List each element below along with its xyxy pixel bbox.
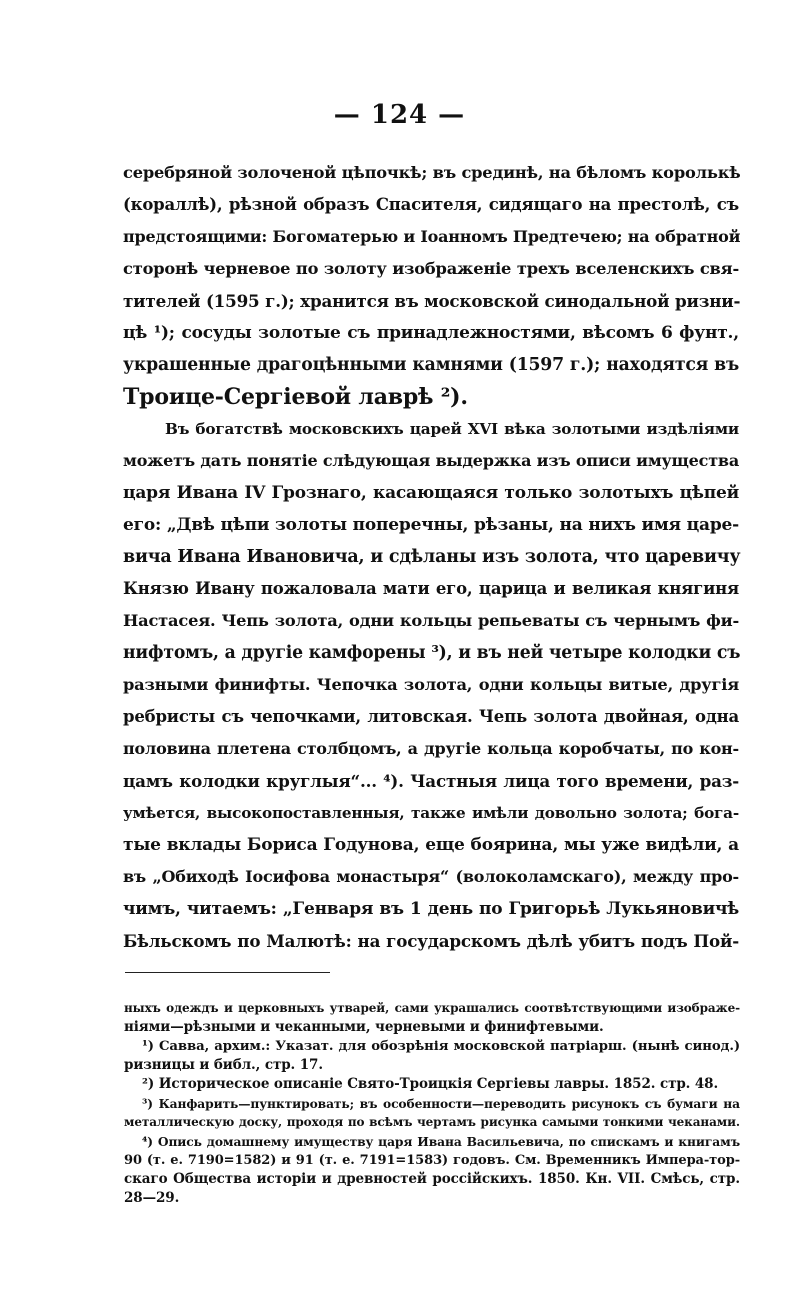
body-line: въ „Обиходѣ Іосифова монастыря“ (волоколамскаго), между про- (123, 867, 739, 886)
body-line: тителей (1595 г.); хранится въ московской синодальной ризни- (123, 291, 741, 311)
body-line: Бѣльскомъ по Малютѣ: на государскомъ дѣлѣ убитъ подъ Пой- (123, 931, 739, 951)
body-line: Въ богатствѣ московскихъ царей XVI вѣка золотыми издѣліями (165, 420, 739, 438)
body-line: ребристы съ чепочками, литовская. Чепь золота двойная, одна (123, 707, 739, 726)
footnote-line: 90 (т. е. 7190=1582) и 91 (т. е. 7191=1583) годовъ. См. Временникъ Импера-тор- (124, 1153, 740, 1168)
body-line: украшенные драгоцѣнными камнями (1597 г.); находятся въ (123, 355, 739, 375)
body-line: тые вклады Бориса Годунова, еще боярина, мы уже видѣли, а (123, 835, 739, 855)
body-line: цамъ колодки круглыя“... ⁴). Частныя лица того времени, раз- (123, 771, 739, 791)
body-line: половина плетена столбцомъ, а другіе кольца коробчаты, по кон- (123, 739, 739, 758)
body-line: можетъ дать понятіе слѣдующая выдержка изъ описи имущества (123, 451, 739, 470)
body-line: чимъ, читаемъ: „Генваря въ 1 день по Григорьѣ Лукьяновичѣ (123, 899, 739, 919)
body-line: Настасея. Чепь золота, одни кольцы репьеваты съ чернымъ фи- (123, 611, 739, 630)
footnote-separator (125, 972, 330, 973)
footnote-line: ¹) Савва, архим.: Указат. для обозрѣнія московской патріарш. (нынѣ синод.) (142, 1039, 740, 1054)
body-line: цѣ ¹); сосуды золотые съ принадлежностями, вѣсомъ 6 фунт., (123, 323, 739, 343)
body-line: Троице-Сергіевой лаврѣ ²). (123, 384, 468, 410)
body-line: умѣется, высокопоставленныя, также имѣли довольно золота; бога- (123, 804, 739, 822)
body-line: серебряной золоченой цѣпочкѣ; въ срединѣ, на бѣломъ королькѣ (123, 163, 741, 182)
body-line: сторонѣ черневое по золоту изображеніе трехъ вселенскихъ свя- (123, 259, 739, 278)
body-line: нифтомъ, а другіе камфорены ³), и въ ней четыре колодки съ (123, 643, 741, 663)
footnote-line: ныхъ одеждъ и церковныхъ утварей, сами украшались соотвѣтствующими изображе- (124, 1001, 740, 1015)
footnote-line: ²) Историческое описаніе Свято-Троицкія Сергіевы лавры. 1852. стр. 48. (142, 1076, 719, 1092)
footnote-line: ⁴) Опись домашнему имуществу царя Ивана Васильевича, по спискамъ и книгамъ (142, 1134, 740, 1149)
body-line: царя Ивана IV Грознаго, касающаяся только золотыхъ цѣпей (123, 483, 739, 503)
page-number: — 124 — (333, 100, 466, 130)
body-line: (кораллѣ), рѣзной образъ Спасителя, сидящаго на престолѣ, съ (123, 195, 739, 214)
body-line: Князю Ивану пожаловала мати его, царица и великая княгиня (123, 579, 739, 598)
body-line: предстоящими: Богоматерью и Іоанномъ Предтечею; на обратной (123, 227, 741, 246)
footnote-line: скаго Общества исторіи и древностей россійскихъ. 1850. Кн. VII. Смѣсь, стр. (124, 1171, 740, 1187)
body-line: его: „Двѣ цѣпи золоты поперечны, рѣзаны, на нихъ имя царе- (123, 515, 739, 535)
footnote-line: металлическую доску, проходя по всѣмъ чертамъ рисунка самыми тонкими чеканами. (124, 1115, 740, 1129)
body-line: разными финифты. Чепочка золота, одни кольцы витые, другія (123, 675, 739, 694)
footnote-line: 28—29. (124, 1190, 180, 1206)
footnote-line: ризницы и библ., стр. 17. (124, 1057, 323, 1073)
footnote-line: ніями—рѣзными и чеканными, черневыми и финифтевыми. (124, 1019, 604, 1035)
body-line: вича Ивана Ивановича, и сдѣланы изъ золота, что царевичу (123, 547, 741, 567)
footnote-line: ³) Канфарить—пунктировать; въ особенности—переводить рисунокъ съ бумаги на (142, 1096, 740, 1111)
